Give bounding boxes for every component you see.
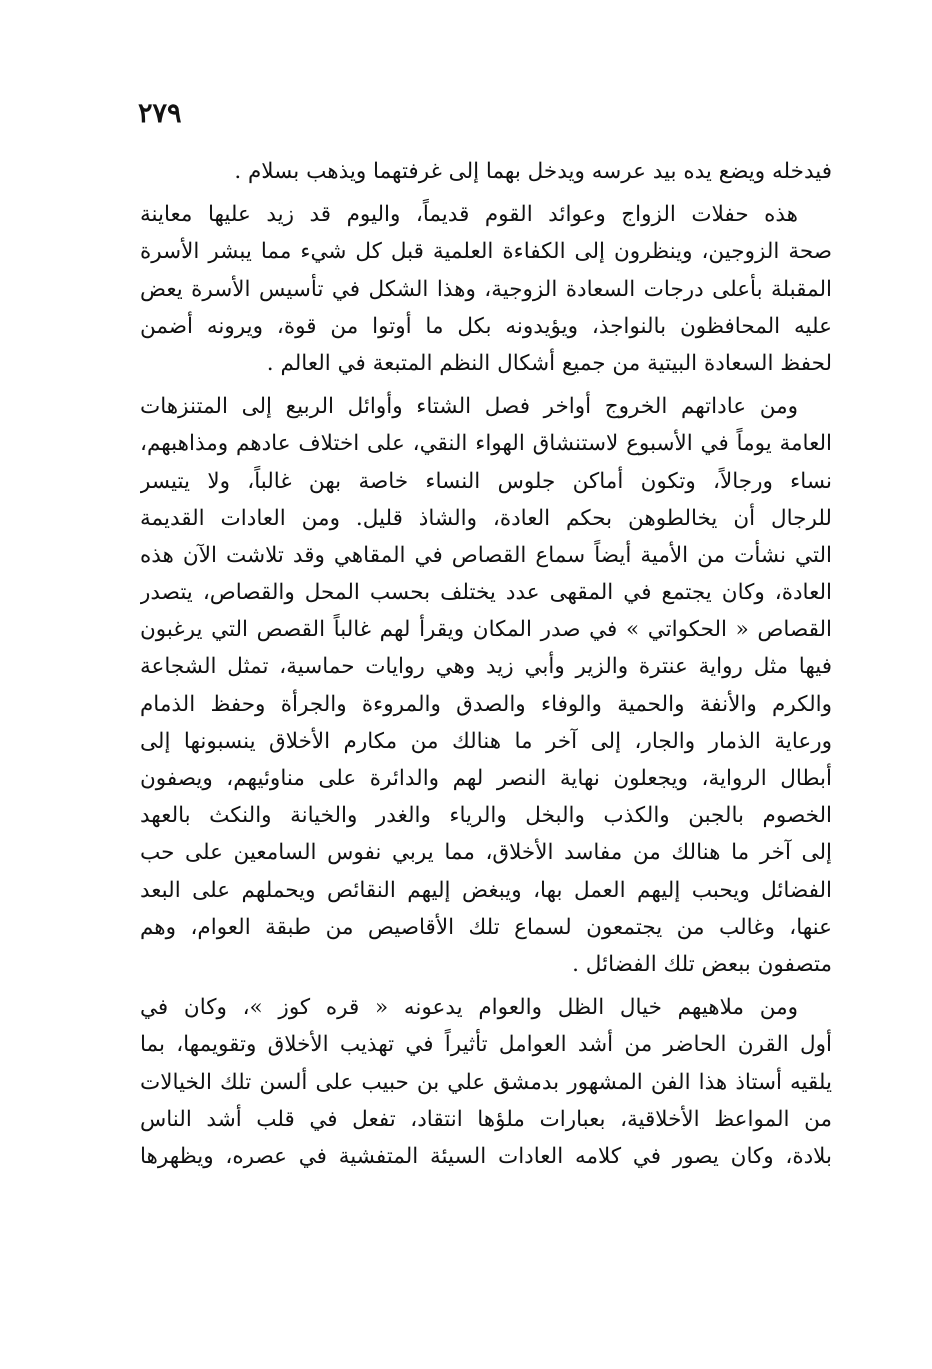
text-line: القصاص « الحكواتي » في صدر المكان ويقرأ لهم غالباً القصص التي يرغبون bbox=[140, 617, 832, 643]
text-line: الفضائل ويحبب إليهم العمل بها، ويبغض إليهم النقائص ويحملهم على البعد bbox=[140, 877, 832, 903]
text-line: إلى آخر ما هنالك من مفاسد الأخلاق، مما يربي نفوس السامعين على حب bbox=[140, 840, 832, 866]
text-line: بلادة، وكان يصور في كلامه العادات السيئة المتفشية في عصره، ويظهرها bbox=[140, 1143, 832, 1169]
text-line: من المواعظ الأخلاقية، بعبارات ملؤها انتقاد، تفعل في قلب أشد الناس bbox=[140, 1106, 832, 1132]
page-number: ٢٧٩ bbox=[138, 98, 182, 129]
text-line: عليه المحافظون بالنواجذ، ويؤيدونه بكل ما أوتوا من قوة، ويرونه أضمن bbox=[140, 313, 832, 339]
text-line: نساء ورجالاً، وتكون أماكن جلوس النساء خاصة بهن غالباً، ولا يتيسر bbox=[140, 468, 832, 494]
text-line: أبطال الرواية، ويجعلون نهاية النصر لهم والدائرة على مناوئيهم، ويصفون bbox=[140, 766, 832, 791]
text-line: لحفظ السعادة البيتية من جميع أشكال النظم المتبعة في العالم . bbox=[266, 350, 832, 376]
text-line: التي نشأت من الأمية أيضاً سماع القصاص في المقاهي وقد تلاشت الآن هذه bbox=[140, 542, 832, 568]
text-line: للرجال أن يخالطوهن بحكم العادة، والشاذ قليل. ومن العادات القديمة bbox=[140, 505, 832, 531]
text-line: المقبلة بأعلى درجات السعادة الزوجية، وهذا الشكل في تأسيس الأسرة يعض bbox=[140, 276, 832, 302]
text-line: أول القرن الحاضر من أشد العوامل تأثيراً في تهذيب الأخلاق وتقويمها، بما bbox=[140, 1032, 832, 1058]
text-line: ومن عاداتهم الخروج أواخر فصل الشتاء وأوائل الربيع إلى المتنزهات bbox=[140, 394, 798, 420]
text-line: يلقيه أستاذ هذا الفن المشهور بدمشق علي بن حبيب على ألسن تلك الخيالات bbox=[140, 1069, 832, 1095]
text-line: الخصوم بالجبن والكذب والبخل والرياء والغدر والخيانة والنكث بالعهد bbox=[140, 803, 832, 829]
body-text bbox=[140, 153, 832, 1175]
text-line: متصفون ببعض تلك الفضائل . bbox=[572, 951, 832, 977]
text-line: ورعاية الذمار والجار، إلى آخر ما هنالك من مكارم الأخلاق ينسبونها إلى bbox=[140, 728, 832, 754]
text-line: ومن ملاهيهم خيال الظل والعوام يدعونه « قره كوز »، وكان في bbox=[140, 995, 798, 1021]
text-line: العادة، وكان يجتمع في المقهى عدد يختلف بحسب المحل والقصاص، يتصدر bbox=[140, 580, 832, 606]
text-line: فيها مثل رواية عنترة والزير وأبي زيد وهي روايات حماسية، تمثل الشجاعة bbox=[140, 654, 832, 680]
text-line: هذه حفلات الزواج وعوائد القوم قديماً، واليوم قد زيد عليها معاينة bbox=[140, 202, 798, 228]
text-line: فيدخله ويضع يده بيد عرسه ويدخل بهما إلى غرفتهما ويذهب بسلام . bbox=[234, 159, 832, 184]
text-line: صحة الزوجين، وينظرون إلى الكفاءة العلمية قبل كل شيء مما يبشر الأسرة bbox=[140, 239, 832, 265]
text-line: عنها، وغالب من يجتمعون لسماع تلك الأقاصيص من طبقة العوام، وهم bbox=[140, 914, 832, 940]
text-line: العامة يوماً في الأسبوع لاستنشاق الهواء النقي، على اختلاف عادهم ومذاهبهم، bbox=[140, 431, 832, 457]
text-line: والكرم والأنفة والحمية والوفاء والصدق والمروءة والجرأة وحفظ الذمام bbox=[140, 691, 832, 717]
